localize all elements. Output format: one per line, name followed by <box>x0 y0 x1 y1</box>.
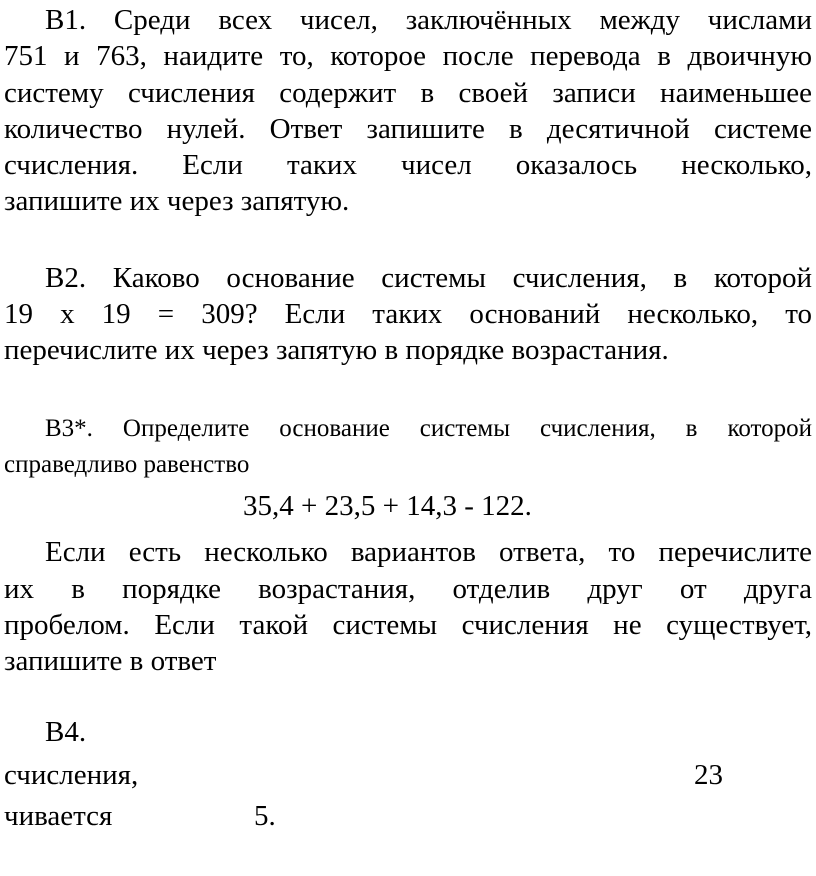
b3-line-5: пробелом. Если такой системы счисления не существует, <box>4 609 812 641</box>
b1-line-1: В1. Среди всех чисел, заключённых между числами <box>45 4 812 36</box>
b3-line-1: В3*. Определите основание системы счисления, в которой <box>45 415 812 442</box>
b3-line-2: справедливо равенство <box>4 451 250 478</box>
b4-row1-right: 23 <box>694 759 723 791</box>
b4-row2-right: 5. <box>254 800 276 832</box>
b2-line-2: 19 х 19 = 309? Если таких оснований несколько, то <box>4 298 812 330</box>
b2-line-3: перечислите их через запятую в порядке возрастания. <box>4 334 669 366</box>
b3-equation: 35,4 + 23,5 + 14,3 - 122. <box>243 490 532 522</box>
b1-line-6: запишите их через запятую. <box>4 185 350 217</box>
b1-line-4: количество нулей. Ответ запишите в десятичной системе <box>4 113 812 145</box>
b4-row1-left: счисления, <box>4 759 139 791</box>
b3-line-6: запишите в ответ <box>4 645 217 677</box>
b1-line-5: счисления. Если таких чисел оказалось несколько, <box>4 149 812 181</box>
b4-row2-left: чивается <box>4 800 113 832</box>
b1-line-2: 751 и 763, наидите то, которое после перевода в двоичную <box>4 40 812 72</box>
b1-line-3: систему счисления содержит в своей записи наименьшее <box>4 77 812 109</box>
b4-label: В4. <box>45 716 87 748</box>
b3-line-4: их в порядке возрастания, отделив друг от друга <box>4 573 812 605</box>
b2-line-1: В2. Каково основание системы счисления, в которой <box>45 262 812 294</box>
b3-line-3: Если есть несколько вариантов ответа, то перечислите <box>45 536 812 568</box>
